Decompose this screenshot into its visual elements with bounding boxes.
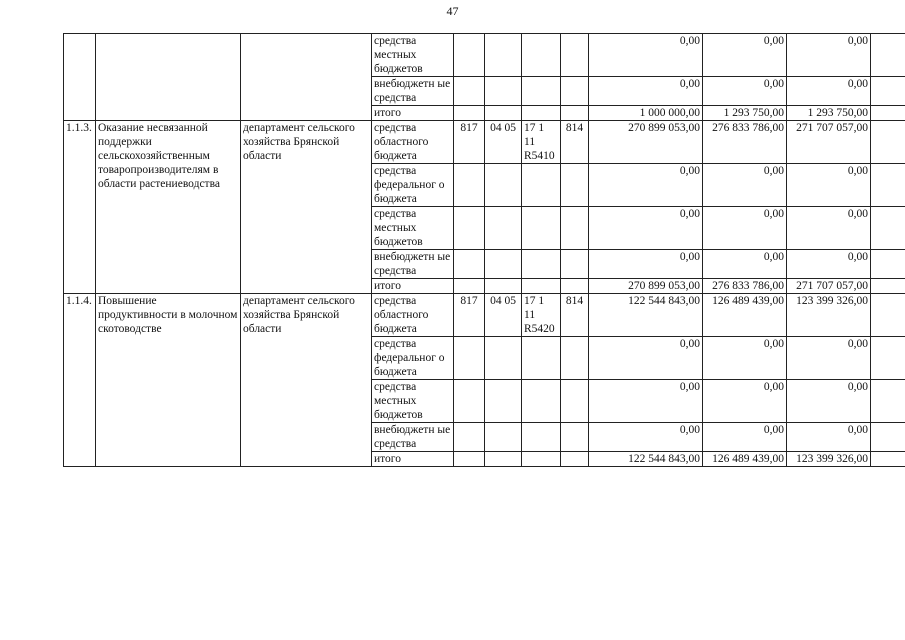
value-cell: 270 899 053,00 bbox=[589, 121, 703, 164]
value-cell: 276 833 786,00 bbox=[703, 279, 787, 294]
value-cell: 0,00 bbox=[703, 250, 787, 279]
value-cell: 122 544 843,00 bbox=[589, 294, 703, 337]
value-cell: 0,00 bbox=[703, 423, 787, 452]
page-number: 47 bbox=[446, 4, 459, 18]
source-cell: средства областного бюджета bbox=[372, 294, 454, 337]
value-cell: 0,00 bbox=[703, 337, 787, 380]
measure-name: Повышение продуктивности в молочном скотоводстве bbox=[96, 294, 241, 467]
value-cell: 0,00 bbox=[787, 164, 871, 207]
value-cell: 0,00 bbox=[703, 34, 787, 77]
source-cell: внебюджетн ые средства bbox=[372, 77, 454, 106]
value-cell: 1 000 000,00 bbox=[589, 106, 703, 121]
vr-code: 814 bbox=[561, 121, 589, 164]
value-cell: 123 399 326,00 bbox=[787, 452, 871, 467]
value-cell: 0,00 bbox=[787, 250, 871, 279]
value-cell: 0,00 bbox=[589, 77, 703, 106]
value-cell: 0,00 bbox=[703, 164, 787, 207]
value-cell: 0,00 bbox=[787, 77, 871, 106]
value-cell: 0,00 bbox=[787, 380, 871, 423]
measure-executor: департамент сельского хозяйства Брянской области bbox=[241, 294, 372, 467]
value-cell: 0,00 bbox=[787, 34, 871, 77]
rzpr-code: 04 05 bbox=[485, 121, 522, 164]
value-cell: 126 489 439,00 bbox=[703, 452, 787, 467]
rzpr-code: 04 05 bbox=[485, 294, 522, 337]
measure-number: 1.1.3. bbox=[64, 121, 96, 294]
value-cell: 0,00 bbox=[589, 164, 703, 207]
source-cell: итого bbox=[372, 452, 454, 467]
source-cell: средства местных бюджетов bbox=[372, 207, 454, 250]
value-cell: 271 707 057,00 bbox=[787, 279, 871, 294]
value-cell: 270 899 053,00 bbox=[589, 279, 703, 294]
value-cell: 0,00 bbox=[787, 207, 871, 250]
value-cell: 0,00 bbox=[787, 423, 871, 452]
source-cell: внебюджетн ые средства bbox=[372, 250, 454, 279]
measure-number: 1.1.4. bbox=[64, 294, 96, 467]
value-cell: 0,00 bbox=[589, 250, 703, 279]
measure-name: Оказание несвязанной поддержки сельскохозяйственным товаропроизводителям в области растениеводства bbox=[96, 121, 241, 294]
table-row bbox=[64, 34, 905, 77]
value-cell: 276 833 786,00 bbox=[703, 121, 787, 164]
source-cell: средства местных бюджетов bbox=[372, 380, 454, 423]
value-cell: 0,00 bbox=[787, 337, 871, 380]
source-cell: средства федеральног о бюджета bbox=[372, 164, 454, 207]
value-cell: 1 293 750,00 bbox=[787, 106, 871, 121]
table-row bbox=[64, 121, 905, 164]
csr-code: 17 1 11 R5410 bbox=[522, 121, 561, 164]
value-cell: 0,00 bbox=[589, 207, 703, 250]
source-cell: внебюджетн ые средства bbox=[372, 423, 454, 452]
value-cell: 0,00 bbox=[589, 380, 703, 423]
value-cell: 0,00 bbox=[589, 34, 703, 77]
value-cell: 0,00 bbox=[703, 77, 787, 106]
value-cell: 122 544 843,00 bbox=[589, 452, 703, 467]
value-cell: 0,00 bbox=[703, 380, 787, 423]
source-cell: итого bbox=[372, 106, 454, 121]
source-cell: средства федеральног о бюджета bbox=[372, 337, 454, 380]
table-row bbox=[64, 294, 905, 337]
budget-table bbox=[63, 33, 905, 467]
value-cell: 123 399 326,00 bbox=[787, 294, 871, 337]
source-cell: итого bbox=[372, 279, 454, 294]
csr-code: 17 1 11 R5420 bbox=[522, 294, 561, 337]
value-cell: 1 293 750,00 bbox=[703, 106, 787, 121]
value-cell: 0,00 bbox=[589, 423, 703, 452]
measure-executor: департамент сельского хозяйства Брянской области bbox=[241, 121, 372, 294]
value-cell: 271 707 057,00 bbox=[787, 121, 871, 164]
source-cell: средства областного бюджета bbox=[372, 121, 454, 164]
grbs-code: 817 bbox=[454, 121, 485, 164]
value-cell: 0,00 bbox=[703, 207, 787, 250]
grbs-code: 817 bbox=[454, 294, 485, 337]
value-cell: 0,00 bbox=[589, 337, 703, 380]
vr-code: 814 bbox=[561, 294, 589, 337]
value-cell: 126 489 439,00 bbox=[703, 294, 787, 337]
source-cell: средства местных бюджетов bbox=[372, 34, 454, 77]
